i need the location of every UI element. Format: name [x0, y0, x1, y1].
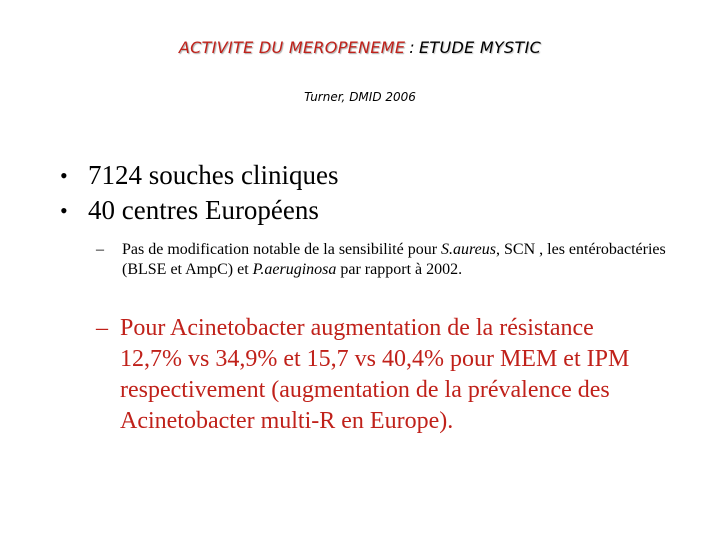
bullet-icon: •: [60, 198, 68, 223]
sub-point-acinetobacter: [96, 313, 656, 437]
sub-point-middle: , SCN , les entérobactéries (BLSE et AmpC) et: [122, 241, 666, 278]
bullet-text: 40 centres Européens: [88, 195, 319, 225]
bullet-item: [58, 158, 338, 193]
sub-point-suffix: par rapport à 2002.: [336, 261, 463, 278]
title-separator: :: [409, 38, 415, 57]
bullet-list: [58, 158, 338, 228]
dash-icon: –: [96, 241, 104, 258]
bullet-text: 7124 souches cliniques: [88, 160, 339, 190]
organism-paeruginosa: P.aeruginosa: [252, 261, 337, 278]
organism-saureus: S.aureus: [441, 241, 497, 258]
sub-point-text: Pour Acinetobacter augmentation de la résistance 12,7% vs 34,9% et 15,7 vs 40,4% pour MEM et IPM respectivement (augmentation de la prévalence des Acinetobacter multi-R en Europe).: [120, 315, 630, 434]
dash-icon: –: [96, 315, 108, 341]
title-part-1: ACTIVITE DU MEROPENEME: [178, 38, 406, 57]
slide-title: [0, 38, 720, 57]
bullet-icon: •: [60, 163, 68, 188]
bullet-item: [58, 193, 338, 228]
slide-subtitle: Turner, DMID 2006: [304, 90, 416, 104]
title-part-2: ETUDE MYSTIC: [418, 38, 542, 57]
sub-point-text: [96, 240, 666, 280]
sub-point-sensitivity: [96, 240, 666, 280]
sub-point-prefix: Pas de modification notable de la sensibilité pour: [122, 241, 442, 258]
